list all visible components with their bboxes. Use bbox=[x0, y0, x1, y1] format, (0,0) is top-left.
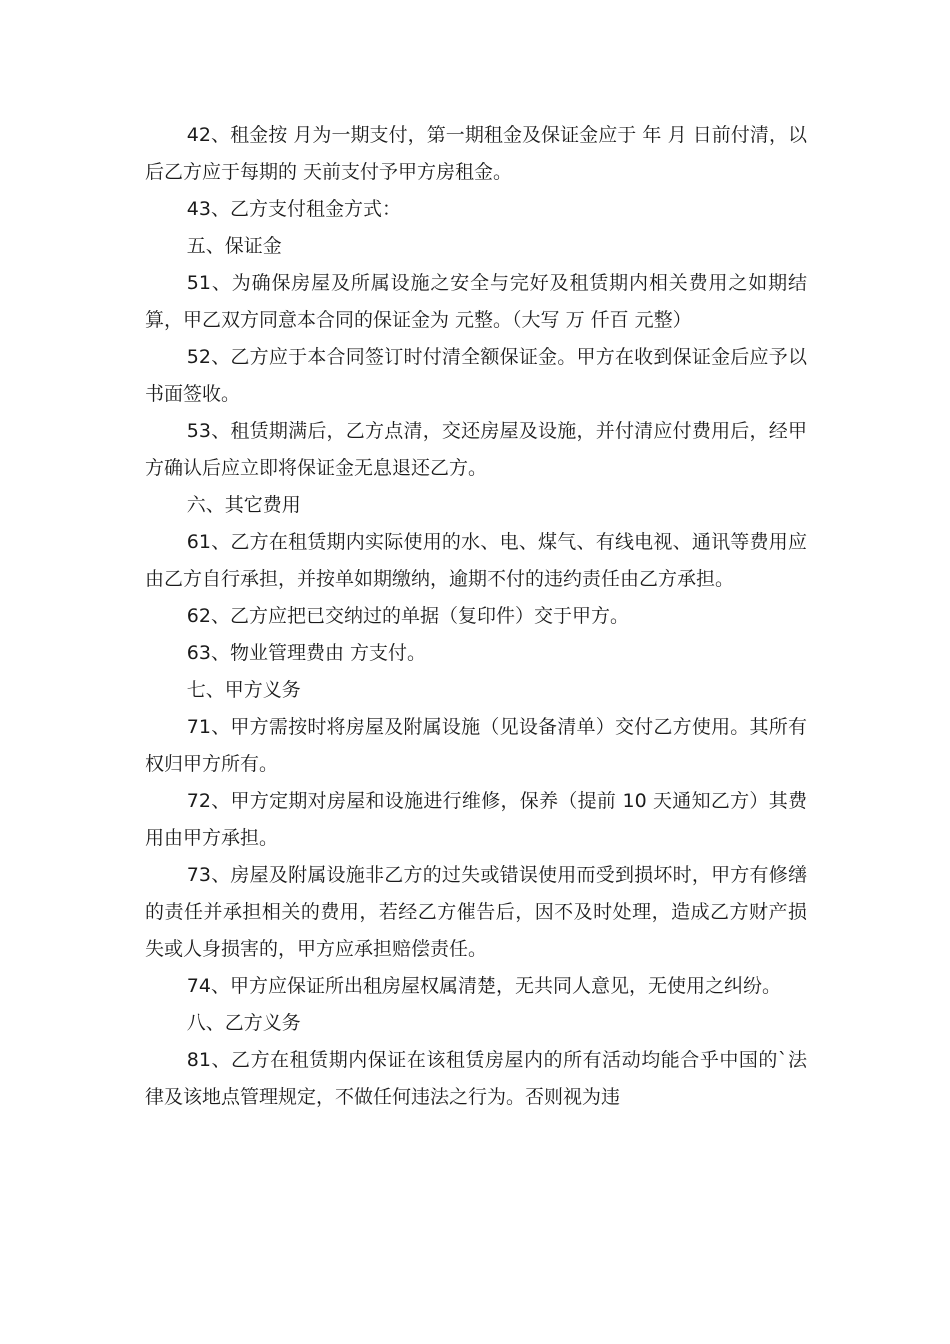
paragraph-72: 72、甲方定期对房屋和设施进行维修，保养（提前 10 天通知乙方）其费用由甲方承担。 bbox=[145, 790, 807, 849]
section-heading-deposit: 五、保证金 bbox=[186, 235, 282, 257]
paragraph-51: 51、为确保房屋及所属设施之安全与完好及租赁期内相关费用之如期结算，甲乙双方同意本合同的保证金为 元整。（大写 万 仟百 元整） bbox=[145, 272, 807, 331]
paragraph-71: 71、甲方需按时将房屋及附属设施（见设备清单）交付乙方使用。其所有权归甲方所有。 bbox=[145, 716, 807, 775]
paragraph-73: 73、房屋及附属设施非乙方的过失或错误使用而受到损坏时，甲方有修缮的责任并承担相关的费用，若经乙方催告后，因不及时处理，造成乙方财产损失或人身损害的，甲方应承担赔偿责任。 bbox=[145, 864, 807, 960]
paragraph-63: 63、物业管理费由 方支付。 bbox=[186, 642, 427, 664]
paragraph-42: 42、租金按 月为一期支付，第一期租金及保证金应于 年 月 日前付清，以后乙方应于每期的 天前支付予甲方房租金。 bbox=[145, 124, 807, 183]
paragraph-43: 43、乙方支付租金方式： bbox=[186, 198, 401, 220]
section-heading-party-a-duties: 七、甲方义务 bbox=[186, 679, 301, 701]
paragraph-53: 53、租赁期满后，乙方点清，交还房屋及设施，并付清应付费用后，经甲方确认后应立即将保证金无息退还乙方。 bbox=[145, 420, 807, 479]
paragraph-74: 74、甲方应保证所出租房屋权属清楚，无共同人意见，无使用之纠纷。 bbox=[186, 975, 781, 997]
section-heading-party-b-duties: 八、乙方义务 bbox=[186, 1012, 301, 1034]
paragraph-61: 61、乙方在租赁期内实际使用的水、电、煤气、有线电视、通讯等费用应由乙方自行承担，并按单如期缴纳，逾期不付的违约责任由乙方承担。 bbox=[145, 531, 807, 590]
section-heading-other-fees: 六、其它费用 bbox=[186, 494, 301, 516]
paragraph-81: 81、乙方在租赁期内保证在该租赁房屋内的所有活动均能合乎中国的`法律及该地点管理规定，不做任何违法之行为。否则视为违 bbox=[145, 1049, 807, 1108]
paragraph-52: 52、乙方应于本合同签订时付清全额保证金。甲方在收到保证金后应予以书面签收。 bbox=[145, 346, 807, 405]
paragraph-62: 62、乙方应把已交纳过的单据（复印件）交于甲方。 bbox=[186, 605, 629, 627]
document-body bbox=[145, 117, 807, 1116]
